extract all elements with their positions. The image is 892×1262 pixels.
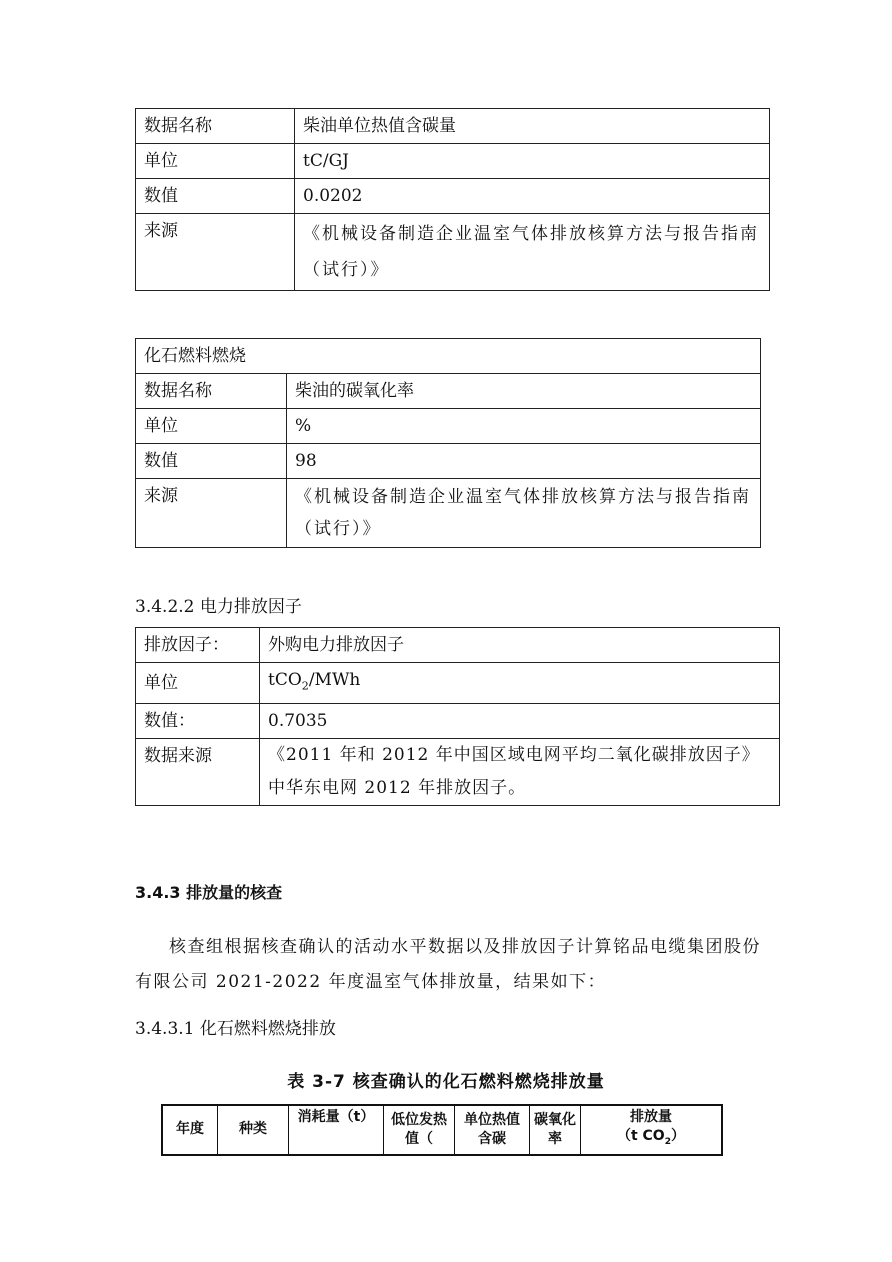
unit-sub: 2 [301, 679, 309, 693]
section-heading-3422: 3.4.2.2 电力排放因子 [135, 597, 302, 617]
emission-unit-post: ） [671, 1128, 686, 1144]
header-carbon-content: 单位热值含碳 [455, 1105, 530, 1155]
table-row [136, 663, 780, 704]
emission-unit-sub: 2 [664, 1136, 672, 1147]
table-row [136, 179, 770, 214]
table-row [136, 409, 761, 444]
row-label: 数据来源 [136, 739, 260, 806]
row-value: 0.0202 [295, 179, 770, 214]
row-label: 数值 [136, 444, 287, 479]
table-row [136, 739, 780, 806]
row-label: 来源 [136, 214, 295, 291]
row-label: 来源 [136, 479, 287, 548]
electricity-factor-table [135, 627, 780, 806]
emission-table [161, 1104, 723, 1156]
emission-header-line2 [585, 1127, 717, 1152]
table-row [136, 704, 780, 739]
table-row [136, 374, 761, 409]
section-heading-343: 3.4.3 排放量的核查 [135, 883, 283, 902]
row-value: 柴油的碳氧化率 [287, 374, 761, 409]
row-value: % [287, 409, 761, 444]
header-type: 种类 [218, 1105, 289, 1155]
row-value: 外购电力排放因子 [260, 628, 780, 663]
table-header-row [136, 339, 761, 374]
table-row [136, 628, 780, 663]
table-header-row [162, 1105, 722, 1155]
section-heading-3431: 3.4.3.1 化石燃料燃烧排放 [135, 1019, 336, 1039]
header-consumption: 消耗量（t） [289, 1105, 384, 1155]
header-oxidation-rate: 碳氧化率 [530, 1105, 581, 1155]
row-value: 《机械设备制造企业温室气体排放核算方法与报告指南（试行）》 [287, 479, 761, 548]
row-value: 0.7035 [260, 704, 780, 739]
table-header: 化石燃料燃烧 [136, 339, 761, 374]
body-paragraph: 核查组根据核查确认的活动水平数据以及排放因子计算铭品电缆集团股份有限公司 2021-2022 年度温室气体排放量，结果如下： [135, 937, 761, 992]
header-emission [581, 1105, 723, 1155]
row-label: 数据名称 [136, 374, 287, 409]
unit-post: /MWh [308, 670, 361, 690]
emission-unit-pre: （t CO [616, 1128, 665, 1144]
row-label: 数值： [136, 704, 260, 739]
row-label: 单位 [136, 144, 295, 179]
row-label: 单位 [136, 663, 260, 704]
row-label: 数据名称 [136, 109, 295, 144]
table-row [136, 144, 770, 179]
header-heat-value: 低位发热值（ [384, 1105, 455, 1155]
row-label: 单位 [136, 409, 287, 444]
table-row [136, 214, 770, 291]
header-year: 年度 [162, 1105, 218, 1155]
table-row [136, 109, 770, 144]
carbon-content-table [135, 108, 770, 291]
unit-pre: tCO [268, 670, 302, 690]
table-caption: 表 3-7 核查确认的化石燃料燃烧排放量 [287, 1072, 605, 1092]
row-value: 98 [287, 444, 761, 479]
row-value [260, 663, 780, 704]
oxidation-rate-table [135, 338, 761, 548]
row-label: 排放因子： [136, 628, 260, 663]
row-value: 《2011 年和 2012 年中国区域电网平均二氧化碳排放因子》中华东电网 2012 年排放因子。 [260, 739, 780, 806]
emission-header-line1: 排放量 [630, 1109, 672, 1125]
row-value: tC/GJ [295, 144, 770, 179]
table-row [136, 479, 761, 548]
row-label: 数值 [136, 179, 295, 214]
row-value: 柴油单位热值含碳量 [295, 109, 770, 144]
row-value: 《机械设备制造企业温室气体排放核算方法与报告指南（试行）》 [295, 214, 770, 291]
table-row [136, 444, 761, 479]
